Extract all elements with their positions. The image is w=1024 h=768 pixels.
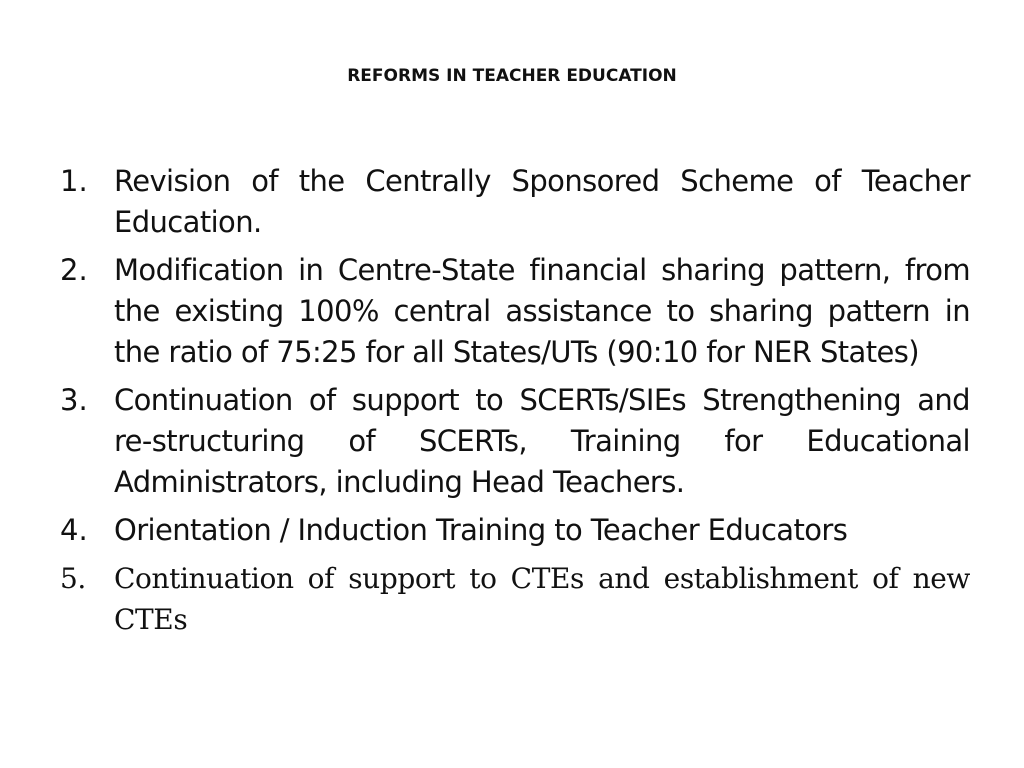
- list-item-1: [58, 161, 970, 243]
- list-item-number: 5.: [60, 562, 86, 595]
- list-item-text: Orientation / Induction Training to Teacher Educators: [114, 513, 848, 547]
- list-item-2: [58, 250, 970, 373]
- list-item-text: Continuation of support to CTEs and establishment of new CTEs: [114, 562, 970, 636]
- list-item-3: [58, 380, 970, 503]
- list-item-number: 1.: [60, 164, 88, 198]
- list-item-text: Continuation of support to SCERTs/SIEs Strengthening and re-structuring of SCERTs, Training for Educational Administrators, including Head Teachers.: [114, 383, 970, 499]
- list-item-number: 3.: [60, 383, 88, 417]
- list-item-number: 2.: [60, 253, 88, 287]
- list-item-5: [58, 558, 970, 640]
- reforms-list: [58, 161, 970, 647]
- list-item-number: 4.: [60, 513, 88, 547]
- list-item-text: Modification in Centre-State financial sharing pattern, from the existing 100% central assistance to sharing pattern in the ratio of 75:25 for all States/UTs (90:10 for NER States): [114, 253, 970, 369]
- slide-title: REFORMS IN TEACHER EDUCATION: [347, 66, 677, 86]
- list-item-4: [58, 510, 970, 551]
- list-item-text: Revision of the Centrally Sponsored Scheme of Teacher Education.: [114, 164, 970, 239]
